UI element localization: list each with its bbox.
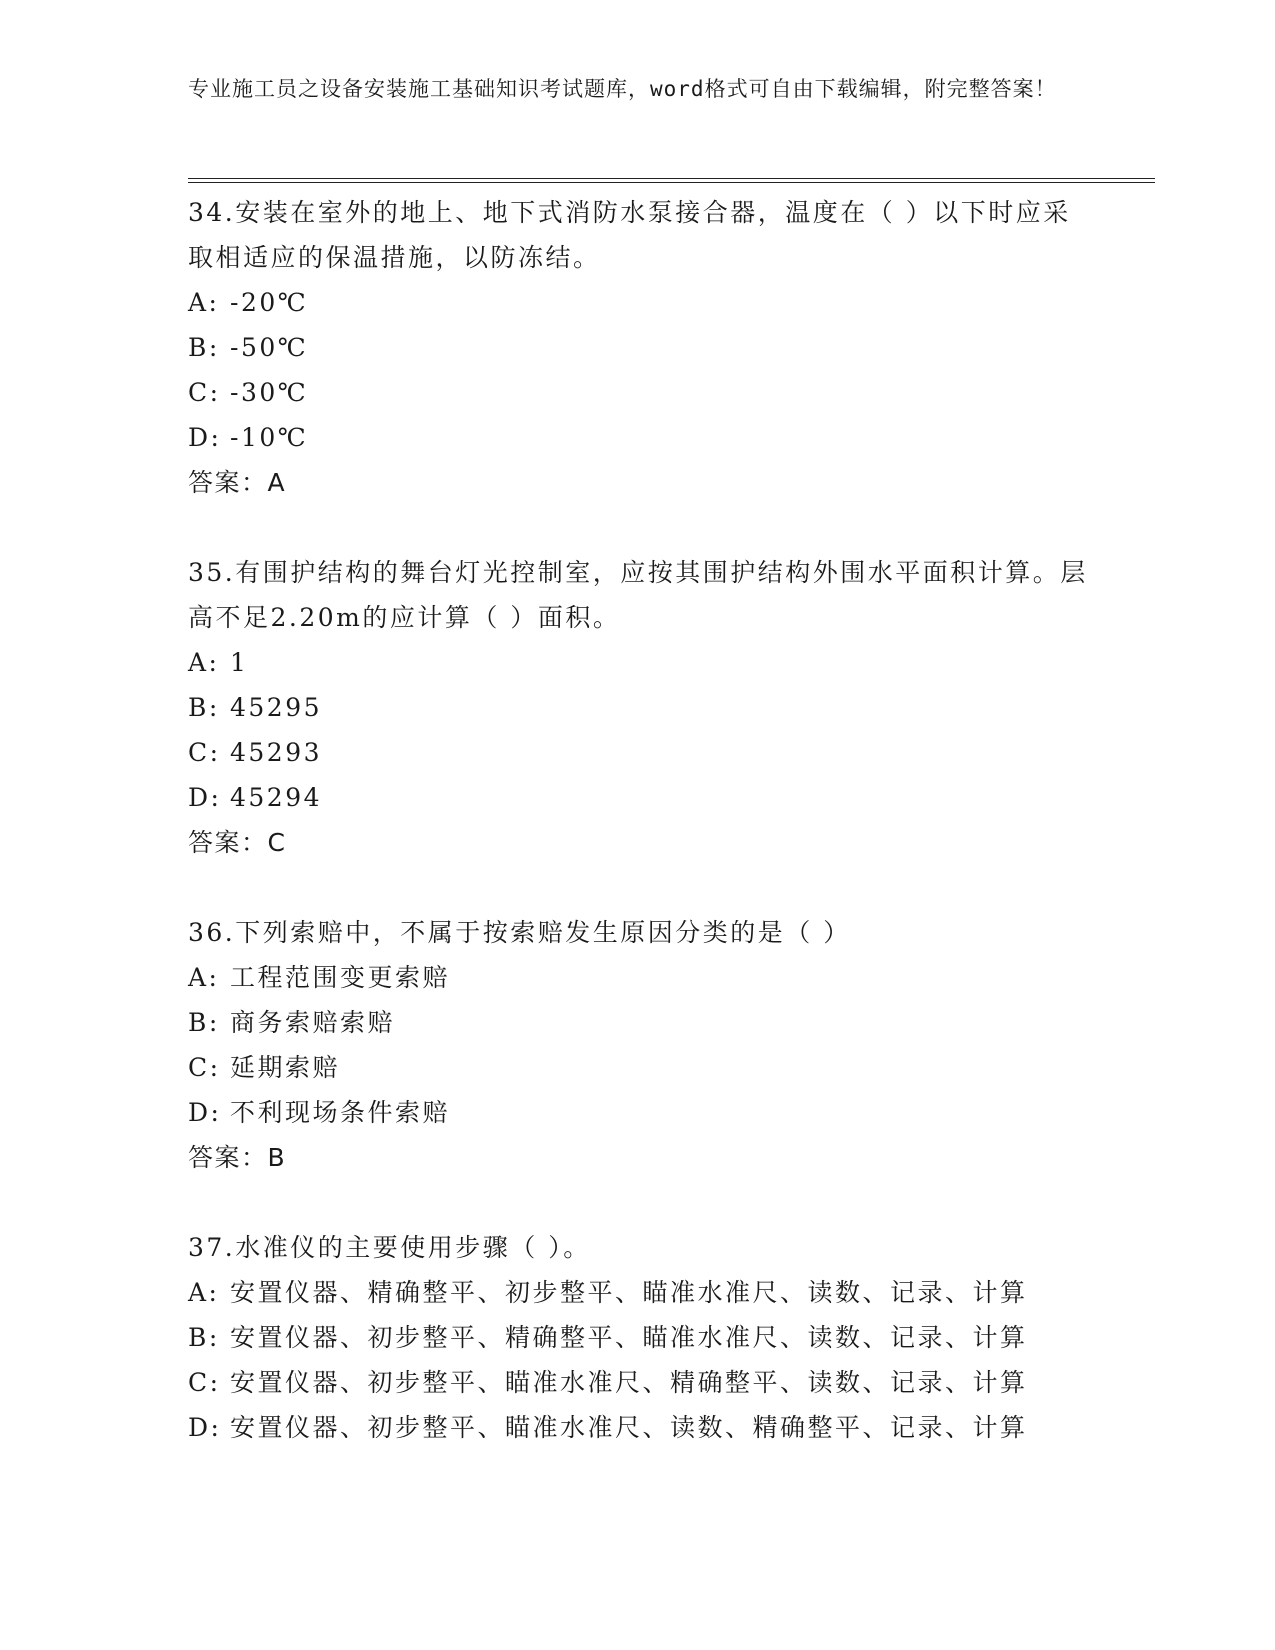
option-text: 延期索赔: [230, 1053, 341, 1082]
option-c: [188, 730, 1088, 775]
option-text: 商务索赔索赔: [230, 1008, 396, 1037]
option-text: 安置仪器、初步整平、瞄准水准尺、精确整平、读数、记录、计算: [230, 1368, 1028, 1397]
option-letter: B:: [188, 333, 220, 362]
option-text: 45293: [230, 738, 323, 767]
question-36: [188, 910, 1088, 1180]
option-text: 1: [230, 648, 249, 677]
option-letter: B:: [188, 693, 220, 722]
option-text: -50℃: [230, 333, 309, 362]
option-letter: D:: [188, 1098, 222, 1127]
option-letter: D:: [188, 1413, 222, 1442]
option-letter: C:: [188, 738, 221, 767]
question-34: [188, 190, 1088, 505]
option-d: [188, 415, 1088, 460]
answer-line: 答案：A: [188, 468, 287, 497]
option-text: 工程范围变更索赔: [230, 963, 451, 992]
option-d: [188, 1090, 1088, 1135]
question-spacer: [188, 1180, 1088, 1225]
option-a: [188, 1270, 1088, 1315]
document-header: 专业施工员之设备安装施工基础知识考试题库，word格式可自由下载编辑，附完整答案！: [188, 77, 1057, 101]
option-letter: D:: [188, 423, 222, 452]
question-stem: 37.水准仪的主要使用步骤（ ）。: [188, 1233, 591, 1262]
option-a: [188, 280, 1088, 325]
option-text: 45294: [230, 783, 323, 812]
option-d: [188, 1405, 1088, 1450]
question-stem: 36.下列索赔中，不属于按索赔发生原因分类的是（ ）: [188, 918, 851, 947]
option-letter: C:: [188, 378, 221, 407]
option-letter: B:: [188, 1323, 220, 1352]
option-c: [188, 1360, 1088, 1405]
option-a: [188, 955, 1088, 1000]
question-spacer: [188, 865, 1088, 910]
option-a: [188, 640, 1088, 685]
option-c: [188, 370, 1088, 415]
option-text: 安置仪器、初步整平、精确整平、瞄准水准尺、读数、记录、计算: [230, 1323, 1028, 1352]
option-b: [188, 1315, 1088, 1360]
option-text: 安置仪器、精确整平、初步整平、瞄准水准尺、读数、记录、计算: [230, 1278, 1028, 1307]
option-letter: A:: [188, 1278, 220, 1307]
question-35: [188, 550, 1088, 865]
option-text: -10℃: [230, 423, 309, 452]
option-letter: A:: [188, 648, 220, 677]
option-text: -30℃: [230, 378, 309, 407]
option-letter: C:: [188, 1368, 221, 1397]
option-d: [188, 775, 1088, 820]
header-divider: [188, 178, 1155, 183]
option-b: [188, 685, 1088, 730]
option-b: [188, 1000, 1088, 1045]
option-letter: A:: [188, 288, 220, 317]
option-text: 安置仪器、初步整平、瞄准水准尺、读数、精确整平、记录、计算: [230, 1413, 1028, 1442]
answer-line: 答案：C: [188, 828, 287, 857]
question-37: [188, 1225, 1088, 1450]
option-letter: D:: [188, 783, 222, 812]
question-spacer: [188, 505, 1088, 550]
option-letter: B:: [188, 1008, 220, 1037]
question-stem: 35.有围护结构的舞台灯光控制室，应按其围护结构外围水平面积计算。层高不足2.20m的应计算（ ）面积。: [188, 558, 1088, 632]
option-text: 45295: [230, 693, 323, 722]
question-list: [188, 190, 1088, 1450]
question-stem: 34.安装在室外的地上、地下式消防水泵接合器，温度在（ ）以下时应采取相适应的保温措施，以防冻结。: [188, 198, 1071, 272]
answer-line: 答案：B: [188, 1143, 287, 1172]
option-c: [188, 1045, 1088, 1090]
option-text: -20℃: [230, 288, 309, 317]
option-letter: A:: [188, 963, 220, 992]
option-b: [188, 325, 1088, 370]
option-letter: C:: [188, 1053, 221, 1082]
option-text: 不利现场条件索赔: [230, 1098, 451, 1127]
